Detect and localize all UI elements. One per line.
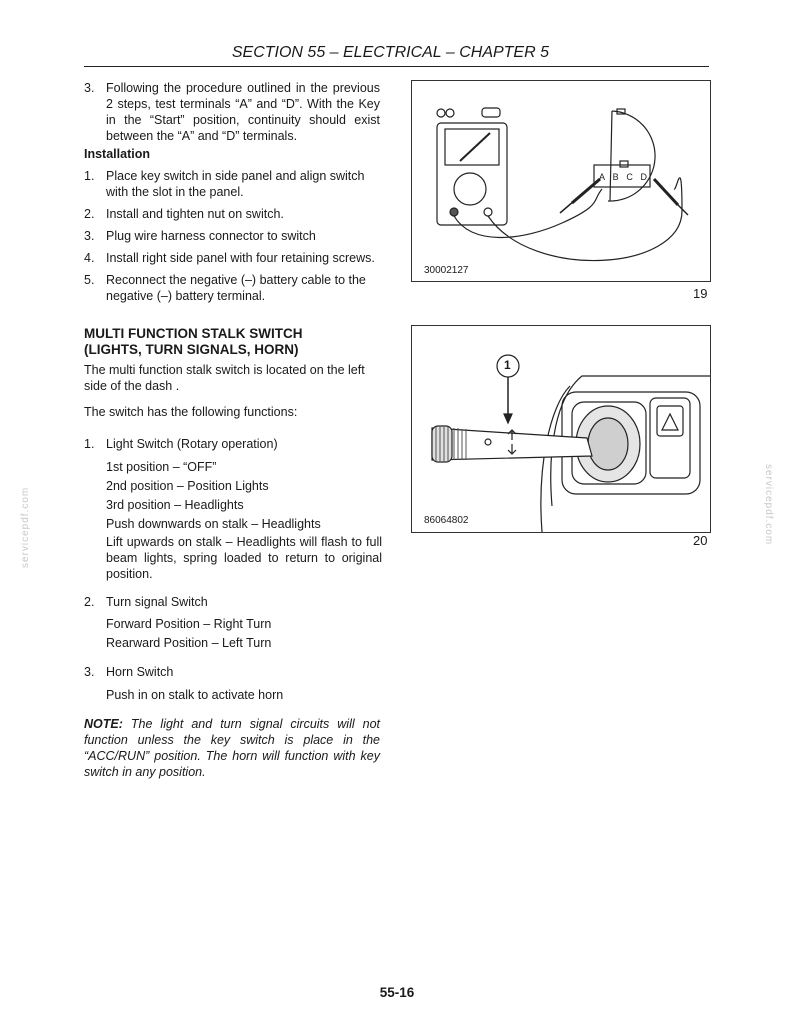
install-step-3: [84, 228, 380, 244]
watermark-left: servicepdf.com: [20, 486, 31, 568]
horn-push: Push in on stalk to activate horn: [106, 688, 284, 702]
terminal-a-label: A: [599, 172, 606, 182]
step-number: 3.: [84, 229, 95, 243]
step-text: Reconnect the negative (–) battery cable to the negative (–) battery terminal.: [106, 273, 366, 303]
functions-intro: The switch has the following functions:: [84, 405, 298, 419]
note-text: The light and turn signal circuits will not function unless the key switch is place in the “ACC/RUN” position. The horn will function with key switch in any position.: [84, 717, 380, 779]
installation-heading: Installation: [84, 147, 150, 161]
watermark-right: servicepdf.com: [763, 464, 774, 546]
note-label: NOTE:: [84, 717, 123, 731]
step-number: 3.: [84, 81, 95, 95]
note-paragraph: [84, 716, 380, 780]
item-number: 1.: [84, 437, 95, 451]
stalk-heading-line2: (LIGHTS, TURN SIGNALS, HORN): [84, 342, 299, 357]
stalk-intro: The multi function stalk switch is located on the left side of the dash .: [84, 363, 365, 393]
item-number: 2.: [84, 595, 95, 609]
turn-forward: Forward Position – Right Turn: [106, 617, 272, 631]
terminal-b-label: B: [612, 172, 619, 182]
test-step-3: [84, 80, 380, 144]
callout-1: 1: [504, 358, 511, 372]
stalk-heading-line1: MULTI FUNCTION STALK SWITCH: [84, 326, 303, 341]
light-position-3: 3rd position – Headlights: [106, 498, 244, 512]
multimeter-diagram: [412, 81, 710, 281]
step-text: Install and tighten nut on switch.: [106, 207, 284, 221]
item-title: Light Switch (Rotary operation): [106, 437, 278, 451]
light-position-2: 2nd position – Position Lights: [106, 479, 269, 493]
step-text: Plug wire harness connector to switch: [106, 229, 316, 243]
step-number: 1.: [84, 169, 95, 183]
light-lift-up: Lift upwards on stalk – Headlights will flash to full beam lights, spring loaded to return to original position.: [106, 535, 382, 581]
section-header: [84, 40, 709, 67]
light-push-down: Push downwards on stalk – Headlights: [106, 517, 321, 531]
item-title: Horn Switch: [106, 665, 174, 679]
install-step-2: [84, 206, 380, 222]
step-number: 5.: [84, 273, 95, 287]
figure-19-id: 30002127: [424, 265, 469, 276]
figure-19-multimeter: [411, 80, 711, 282]
step-number: 2.: [84, 207, 95, 221]
install-step-4: [84, 250, 380, 266]
section-title: SECTION 55 – ELECTRICAL – CHAPTER 5: [231, 44, 549, 61]
figure-20-stalk-switch: [411, 325, 711, 533]
item-number: 3.: [84, 665, 95, 679]
page-number: 55-16: [379, 985, 415, 1000]
install-step-1: [84, 168, 380, 200]
figure-20-id: 86064802: [424, 515, 469, 526]
light-switch-item: [84, 436, 380, 452]
light-position-1: 1st position – “OFF”: [106, 460, 217, 474]
item-title: Turn signal Switch: [106, 595, 208, 609]
turn-signal-item: [84, 594, 380, 610]
stalk-switch-illustration: [412, 326, 710, 532]
step-text: Place key switch in side panel and align switch with the slot in the panel.: [106, 169, 365, 199]
step-text: Following the procedure outlined in the previous 2 steps, test terminals “A” and “D”. With the Key in the “Start” position, continuity should exist between the “A” and “D” terminals.: [106, 81, 380, 143]
step-number: 4.: [84, 251, 95, 265]
figure-20-number: 20: [693, 533, 708, 548]
install-step-5: [84, 272, 380, 304]
terminal-d-label: D: [640, 172, 647, 182]
figure-19-number: 19: [693, 286, 708, 301]
terminal-c-label: C: [626, 172, 633, 182]
turn-rearward: Rearward Position – Left Turn: [106, 636, 272, 650]
step-text: Install right side panel with four retaining screws.: [106, 251, 375, 265]
horn-switch-item: [84, 664, 380, 680]
terminal-labels: [599, 172, 647, 182]
